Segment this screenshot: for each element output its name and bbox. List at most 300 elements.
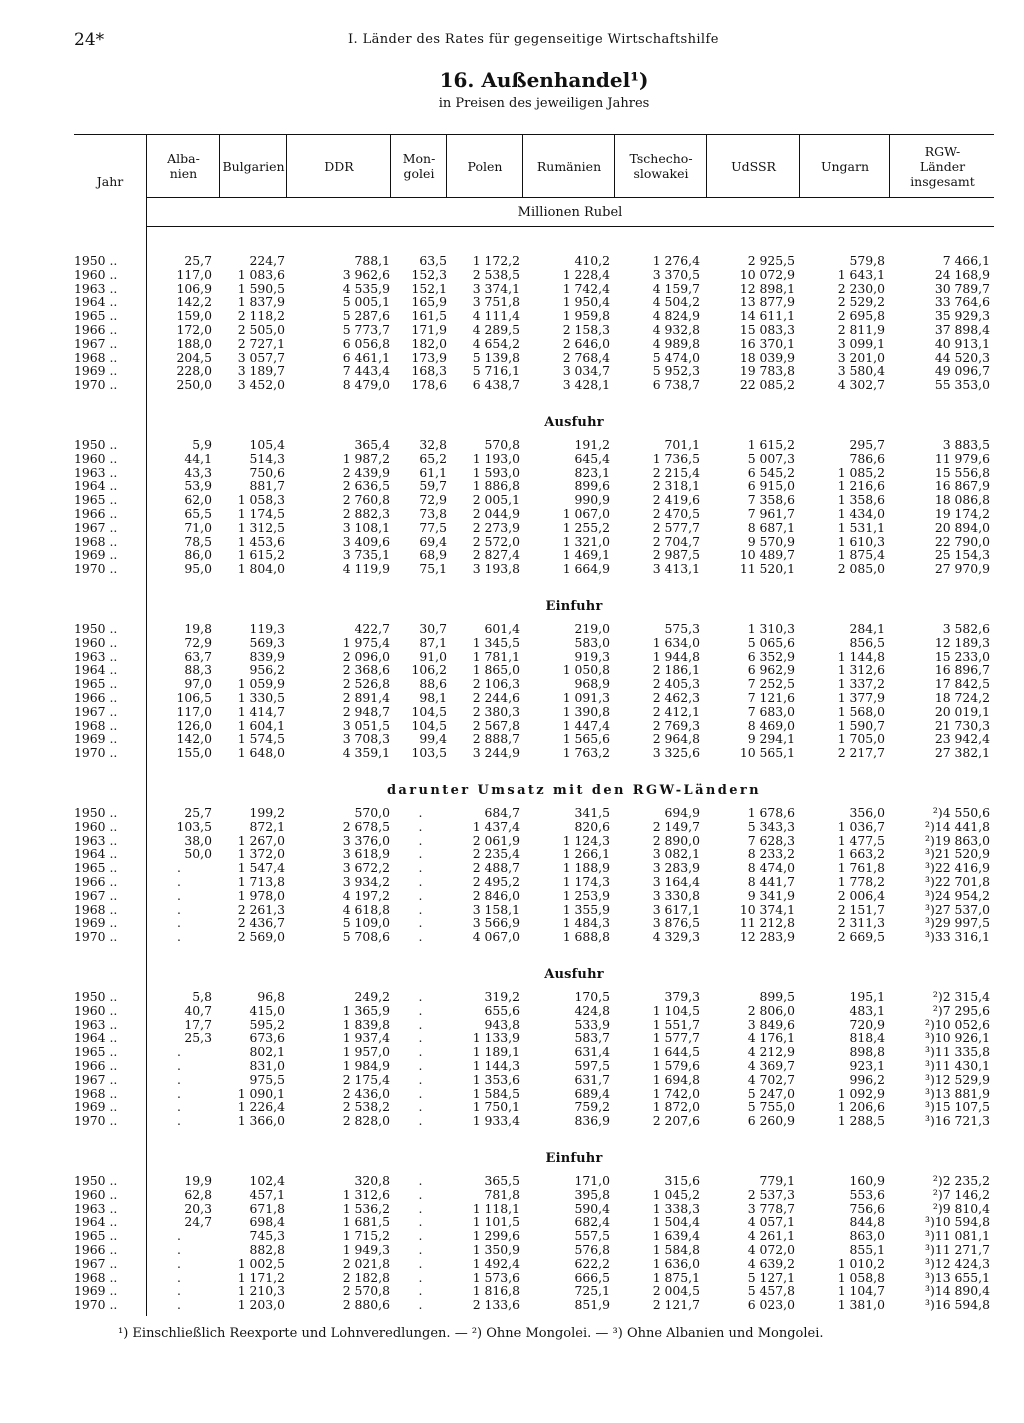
table-cell: 415,0 xyxy=(249,1002,285,1018)
table-cell: 1 678,6 xyxy=(747,805,795,820)
table-cell: 1 226,4 xyxy=(237,1099,285,1115)
table-cell: 24,7 xyxy=(184,1214,212,1230)
table-cell: 1 531,1 xyxy=(837,519,885,535)
table-cell: 750,6 xyxy=(249,464,285,480)
table-cell: 818,4 xyxy=(849,1030,885,1046)
table-cell: 1 266,1 xyxy=(562,846,610,862)
table-row xyxy=(74,548,994,562)
table-row xyxy=(74,1031,994,1045)
table-cell: 1 715,2 xyxy=(342,1228,390,1244)
row-year: 1963 .. xyxy=(74,1016,118,1032)
table-cell: 20 894,0 xyxy=(934,519,990,535)
table-row xyxy=(74,351,994,365)
table-cell: 839,9 xyxy=(249,648,285,664)
table-cell: 160,9 xyxy=(849,1173,885,1188)
table-cell: 1 091,3 xyxy=(562,689,610,705)
table-cell: 1 573,6 xyxy=(472,1269,520,1285)
table-cell: 956,2 xyxy=(249,662,285,678)
table-cell: ²)10 052,6 xyxy=(925,1016,990,1032)
table-cell: 50,0 xyxy=(184,846,212,862)
table-cell: 12 283,9 xyxy=(739,929,795,945)
table-cell: 1 584,5 xyxy=(472,1085,520,1101)
table-cell: . xyxy=(418,1283,423,1299)
table-cell: 1 694,8 xyxy=(652,1071,700,1087)
table-row xyxy=(74,438,994,452)
table-cell: 10 374,1 xyxy=(739,901,795,917)
row-year: 1950 .. xyxy=(74,437,118,452)
table-cell: 106,2 xyxy=(411,662,447,678)
table-cell: 3 708,3 xyxy=(342,731,390,747)
table-cell: 91,0 xyxy=(419,648,447,664)
table-cell: 159,0 xyxy=(176,308,212,324)
table-cell: 1 050,8 xyxy=(562,662,610,678)
table-cell: 1 875,1 xyxy=(652,1269,700,1285)
table-cell: 1 255,2 xyxy=(562,519,610,535)
table-cell: 1 321,0 xyxy=(562,533,610,549)
table-cell: 2 846,0 xyxy=(472,887,520,903)
table-cell: 3 051,5 xyxy=(342,717,390,733)
table-cell: 2 244,6 xyxy=(472,689,520,705)
table-cell: 975,5 xyxy=(249,1071,285,1087)
table-cell: 1 959,8 xyxy=(562,308,610,324)
table-cell: . xyxy=(177,1297,181,1313)
table-cell: 882,8 xyxy=(249,1241,285,1257)
table-row xyxy=(74,1018,994,1032)
table-cell: 3 413,1 xyxy=(652,561,700,577)
table-cell: 32,8 xyxy=(419,437,447,452)
table-cell: 1 865,0 xyxy=(472,662,520,678)
table-cell: 1 736,5 xyxy=(652,450,700,466)
table-cell: 18 039,9 xyxy=(739,349,795,365)
table-cell: 2 085,0 xyxy=(837,561,885,577)
table-cell: . xyxy=(418,1241,423,1257)
table-row xyxy=(74,622,994,636)
table-cell: 1 875,4 xyxy=(837,547,885,563)
table-cell: 172,0 xyxy=(176,321,212,337)
table-cell: 1 688,8 xyxy=(562,929,610,945)
table-cell: 228,0 xyxy=(176,363,212,379)
table-cell: 898,8 xyxy=(849,1044,885,1060)
column-header: Bulgarien xyxy=(219,135,287,197)
row-year: 1966 .. xyxy=(74,505,118,521)
table-cell: 2 261,3 xyxy=(237,901,285,917)
table-cell: 3 374,1 xyxy=(472,280,520,296)
table-cell: 759,2 xyxy=(574,1099,610,1115)
table-cell: 856,5 xyxy=(849,634,885,650)
table-cell: 72,9 xyxy=(184,634,212,650)
table-cell: 2 318,1 xyxy=(652,478,700,494)
table-cell: 5 139,8 xyxy=(472,349,520,365)
table-cell: 8 233,2 xyxy=(747,846,795,862)
table-cell: 1 577,7 xyxy=(652,1030,700,1046)
table-cell: 5,9 xyxy=(192,437,212,452)
table-cell: . xyxy=(177,1071,181,1087)
table-cell: . xyxy=(418,1016,423,1032)
table-cell: 2 462,3 xyxy=(652,689,700,705)
table-cell: 15 556,8 xyxy=(934,464,990,480)
row-year: 1969 .. xyxy=(74,1099,118,1115)
row-year: 1970 .. xyxy=(74,929,118,945)
table-cell: . xyxy=(418,901,423,917)
row-year: 1966 .. xyxy=(74,689,118,705)
table-cell: 1 950,4 xyxy=(562,294,610,310)
table-cell: . xyxy=(418,1113,423,1129)
table-cell: 3 409,6 xyxy=(342,533,390,549)
table-cell: 65,2 xyxy=(419,450,447,466)
table-cell: 38,0 xyxy=(184,832,212,848)
table-cell: 923,1 xyxy=(849,1057,885,1073)
row-year: 1970 .. xyxy=(74,1113,118,1129)
table-cell: 1 206,6 xyxy=(837,1099,885,1115)
row-year: 1950 .. xyxy=(74,621,118,636)
table-cell: 1 643,1 xyxy=(837,266,885,282)
table-cell: 831,0 xyxy=(249,1057,285,1073)
row-year: 1970 .. xyxy=(74,377,118,393)
table-cell: 7 358,6 xyxy=(747,492,795,508)
table-cell: 33 764,6 xyxy=(934,294,990,310)
table-cell: 250,0 xyxy=(176,377,212,393)
table-cell: 1 172,2 xyxy=(472,253,520,268)
row-year: 1965 .. xyxy=(74,676,118,692)
table-cell: . xyxy=(418,1071,423,1087)
table-cell: 4 119,9 xyxy=(342,561,390,577)
table-cell: 78,5 xyxy=(184,533,212,549)
table-cell: 2 505,0 xyxy=(237,321,285,337)
table-cell: 2 158,3 xyxy=(562,321,610,337)
table-cell: 1 337,2 xyxy=(837,676,885,692)
table-cell: 1 477,5 xyxy=(837,832,885,848)
table-cell: 4 932,8 xyxy=(652,321,700,337)
table-cell: . xyxy=(177,1113,181,1129)
table-cell: 19 174,2 xyxy=(934,505,990,521)
table-cell: 7 961,7 xyxy=(747,505,795,521)
table-cell: 655,6 xyxy=(484,1002,520,1018)
table-cell: 1 778,2 xyxy=(837,873,885,889)
table-cell: 73,8 xyxy=(419,505,447,521)
table-cell: 4 302,7 xyxy=(837,377,885,393)
table-cell: 682,4 xyxy=(574,1214,610,1230)
table-cell: 53,9 xyxy=(184,478,212,494)
table-cell: 899,5 xyxy=(759,989,795,1004)
table-cell: 97,0 xyxy=(184,676,212,692)
table-cell: 104,5 xyxy=(411,717,447,733)
row-year: 1970 .. xyxy=(74,561,118,577)
table-row xyxy=(74,1073,994,1087)
table-cell: 62,0 xyxy=(184,492,212,508)
table-cell: 1 133,9 xyxy=(472,1030,520,1046)
table-cell: . xyxy=(177,887,181,903)
table-cell: ³)22 701,8 xyxy=(925,873,990,889)
row-year: 1963 .. xyxy=(74,1200,118,1216)
table-cell: 2 217,7 xyxy=(837,745,885,761)
table-cell: 2 175,4 xyxy=(342,1071,390,1087)
table-cell: 3 158,1 xyxy=(472,901,520,917)
row-year: 1967 .. xyxy=(74,519,118,535)
table-cell: 601,4 xyxy=(484,621,520,636)
table-cell: 1 816,8 xyxy=(472,1283,520,1299)
table-cell: 40 913,1 xyxy=(934,335,990,351)
table-cell: 2 044,9 xyxy=(472,505,520,521)
table-cell: 27 970,9 xyxy=(934,561,990,577)
table-cell: 10 072,9 xyxy=(739,266,795,282)
row-year: 1968 .. xyxy=(74,349,118,365)
table-cell: 1 188,9 xyxy=(562,860,610,876)
table-cell: . xyxy=(418,887,423,903)
table-cell: 1 288,5 xyxy=(837,1113,885,1129)
table-cell: 990,9 xyxy=(574,492,610,508)
table-cell: . xyxy=(418,1044,423,1060)
table-cell: 786,6 xyxy=(849,450,885,466)
table-cell: 24 168,9 xyxy=(934,266,990,282)
table-cell: 30 789,7 xyxy=(934,280,990,296)
table-cell: 44 520,3 xyxy=(934,349,990,365)
table-row xyxy=(74,1188,994,1202)
table-cell: 1 644,5 xyxy=(652,1044,700,1060)
table-row xyxy=(74,1045,994,1059)
table-cell: 1 118,1 xyxy=(472,1200,520,1216)
row-year: 1950 .. xyxy=(74,989,118,1004)
table-cell: 1 492,4 xyxy=(472,1255,520,1271)
table-row xyxy=(74,1100,994,1114)
table-cell: 88,3 xyxy=(184,662,212,678)
table-cell: . xyxy=(418,805,423,820)
table-cell: 1 338,3 xyxy=(652,1200,700,1216)
table-cell: 71,0 xyxy=(184,519,212,535)
table-row xyxy=(74,1284,994,1298)
table-cell: 10 565,1 xyxy=(739,745,795,761)
row-year: 1965 .. xyxy=(74,860,118,876)
table-cell: ³)22 416,9 xyxy=(925,860,990,876)
table-cell: 4 359,1 xyxy=(342,745,390,761)
row-year: 1964 .. xyxy=(74,478,118,494)
table-cell: 3 201,0 xyxy=(837,349,885,365)
table-cell: 2 118,2 xyxy=(237,308,285,324)
table-cell: 155,0 xyxy=(176,745,212,761)
table-cell: 295,7 xyxy=(849,437,885,452)
table-cell: 2 470,5 xyxy=(652,505,700,521)
row-year: 1964 .. xyxy=(74,662,118,678)
table-cell: 161,5 xyxy=(411,308,447,324)
table-cell: 37 898,4 xyxy=(934,321,990,337)
table-cell: 1 574,5 xyxy=(237,731,285,747)
table-cell: ²)2 235,2 xyxy=(932,1173,990,1188)
row-year: 1964 .. xyxy=(74,1214,118,1230)
table-cell: 126,0 xyxy=(176,717,212,733)
table-cell: 3 325,6 xyxy=(652,745,700,761)
table-cell: 2 439,9 xyxy=(342,464,390,480)
table-cell: 22 790,0 xyxy=(934,533,990,549)
table-cell: 899,6 xyxy=(574,478,610,494)
table-cell: 1 610,3 xyxy=(837,533,885,549)
table-cell: 171,9 xyxy=(411,321,447,337)
table-cell: 1 551,7 xyxy=(652,1016,700,1032)
row-year: 1968 .. xyxy=(74,1085,118,1101)
table-cell: 117,0 xyxy=(176,703,212,719)
table-cell: 25,7 xyxy=(184,805,212,820)
table-cell: 1 090,1 xyxy=(237,1085,285,1101)
table-cell: 4 289,5 xyxy=(472,321,520,337)
section-title: Einfuhr xyxy=(545,599,603,614)
table-cell: . xyxy=(177,1255,181,1271)
table-cell: 4 702,7 xyxy=(747,1071,795,1087)
table-cell: 44,1 xyxy=(184,450,212,466)
table-cell: 2 121,7 xyxy=(652,1297,700,1313)
table-cell: 1 837,9 xyxy=(237,294,285,310)
table-cell: 168,3 xyxy=(411,363,447,379)
table-cell: 1 781,1 xyxy=(472,648,520,664)
table-cell: 1 584,8 xyxy=(652,1241,700,1257)
table-row xyxy=(74,889,994,903)
table-cell: 1 058,8 xyxy=(837,1269,885,1285)
table-section xyxy=(74,410,994,576)
table-cell: 1 358,6 xyxy=(837,492,885,508)
table-row xyxy=(74,1271,994,1285)
table-row xyxy=(74,309,994,323)
table-cell: ²)14 441,8 xyxy=(925,818,990,834)
table-cell: 2 133,6 xyxy=(472,1297,520,1313)
table-cell: 75,1 xyxy=(419,561,447,577)
table-cell: ²)19 863,0 xyxy=(925,832,990,848)
table-cell: 7 628,3 xyxy=(747,832,795,848)
table-cell: 3 108,1 xyxy=(342,519,390,535)
row-year: 1964 .. xyxy=(74,1030,118,1046)
table-cell: 315,6 xyxy=(664,1173,700,1188)
row-year: 1963 .. xyxy=(74,832,118,848)
table-row xyxy=(74,521,994,535)
table-cell: 5 005,1 xyxy=(342,294,390,310)
table-cell: ³)13 881,9 xyxy=(925,1085,990,1101)
table-cell: ³)11 335,8 xyxy=(925,1044,990,1060)
table-cell: 1 228,4 xyxy=(562,266,610,282)
table-cell: 1 203,0 xyxy=(237,1297,285,1313)
table-row xyxy=(74,719,994,733)
table-cell: 5 343,3 xyxy=(747,818,795,834)
table-cell: . xyxy=(418,1002,423,1018)
table-cell: 3 618,9 xyxy=(342,846,390,862)
table-cell: 395,8 xyxy=(574,1186,610,1202)
row-year: 1963 .. xyxy=(74,280,118,296)
table-cell: 6 962,9 xyxy=(747,662,795,678)
table-cell: 1 434,0 xyxy=(837,505,885,521)
table-cell: 2 769,3 xyxy=(652,717,700,733)
table-cell: 1 957,0 xyxy=(342,1044,390,1060)
table-cell: 583,7 xyxy=(574,1030,610,1046)
table-cell: 1 804,0 xyxy=(237,561,285,577)
table-cell: 103,5 xyxy=(176,818,212,834)
table-cell: 756,6 xyxy=(849,1200,885,1216)
table-cell: 4 639,2 xyxy=(747,1255,795,1271)
table-cell: 106,5 xyxy=(176,689,212,705)
table-cell: 1 312,6 xyxy=(342,1186,390,1202)
table-cell: 570,0 xyxy=(354,805,390,820)
table-cell: 745,3 xyxy=(249,1228,285,1244)
row-year: 1960 .. xyxy=(74,634,118,650)
row-year: 1965 .. xyxy=(74,1228,118,1244)
table-cell: 119,3 xyxy=(249,621,285,636)
table-cell: 102,4 xyxy=(249,1173,285,1188)
column-header: Rumänien xyxy=(522,135,615,197)
table-cell: . xyxy=(177,1241,181,1257)
table-cell: 1 886,8 xyxy=(472,478,520,494)
table-cell: 6 438,7 xyxy=(472,377,520,393)
table-cell: 836,9 xyxy=(574,1113,610,1129)
table-cell: 7 252,5 xyxy=(747,676,795,692)
table-cell: ³)16 721,3 xyxy=(925,1113,990,1129)
table-cell: 1 104,5 xyxy=(652,1002,700,1018)
table-cell: . xyxy=(418,1186,423,1202)
table-cell: ²)7 146,2 xyxy=(932,1186,990,1202)
row-year: 1968 .. xyxy=(74,1269,118,1285)
table-cell: ²)2 315,4 xyxy=(932,989,990,1004)
row-year: 1969 .. xyxy=(74,1283,118,1299)
table-cell: 2 488,7 xyxy=(472,860,520,876)
table-cell: 1 761,8 xyxy=(837,860,885,876)
table-cell: ²)9 810,4 xyxy=(932,1200,990,1216)
table-cell: 595,2 xyxy=(249,1016,285,1032)
table-cell: 6 352,9 xyxy=(747,648,795,664)
table-section xyxy=(74,778,994,944)
table-cell: 823,1 xyxy=(574,464,610,480)
table-cell: 8 441,7 xyxy=(747,873,795,889)
table-cell: . xyxy=(418,1269,423,1285)
table-cell: 5 708,6 xyxy=(342,929,390,945)
table-cell: 142,0 xyxy=(176,731,212,747)
table-cell: 694,9 xyxy=(664,805,700,820)
table-row xyxy=(74,1298,994,1312)
table-row xyxy=(74,903,994,917)
row-year: 1969 .. xyxy=(74,547,118,563)
table-cell: 1 664,9 xyxy=(562,561,610,577)
table-cell: 6 738,7 xyxy=(652,377,700,393)
table-cell: 2 235,4 xyxy=(472,846,520,862)
table-cell: 4 111,4 xyxy=(472,308,520,324)
table-title: 16. Außenhandel¹) xyxy=(439,68,649,92)
table-row xyxy=(74,507,994,521)
page-number: 24* xyxy=(74,30,105,50)
table-cell: 5 127,1 xyxy=(747,1269,795,1285)
table-cell: ³)10 594,8 xyxy=(925,1214,990,1230)
table-cell: 152,3 xyxy=(411,266,447,282)
table-cell: 3 566,9 xyxy=(472,915,520,931)
table-cell: 1 144,8 xyxy=(837,648,885,664)
table-cell: 17,7 xyxy=(184,1016,212,1032)
table-cell: ³)13 655,1 xyxy=(925,1269,990,1285)
table-cell: 1 547,4 xyxy=(237,860,285,876)
table-cell: 25 154,3 xyxy=(934,547,990,563)
table-cell: 2 006,4 xyxy=(837,887,885,903)
table-cell: 3 672,2 xyxy=(342,860,390,876)
table-cell: 3 376,0 xyxy=(342,832,390,848)
table-row xyxy=(74,990,994,1004)
table-row xyxy=(74,663,994,677)
table-row xyxy=(74,1087,994,1101)
table-cell: 1 390,8 xyxy=(562,703,610,719)
table-cell: 3 751,8 xyxy=(472,294,520,310)
table-row xyxy=(74,732,994,746)
table-row xyxy=(74,1243,994,1257)
row-year: 1967 .. xyxy=(74,335,118,351)
table-row xyxy=(74,378,994,392)
table-section xyxy=(74,962,994,1128)
table-cell: . xyxy=(177,1283,181,1299)
table-cell: 379,3 xyxy=(664,989,700,1004)
table-cell: 18 086,8 xyxy=(934,492,990,508)
table-cell: . xyxy=(177,1057,181,1073)
table-cell: 2 636,5 xyxy=(342,478,390,494)
table-cell: 1 365,9 xyxy=(342,1002,390,1018)
table-cell: 6 545,2 xyxy=(747,464,795,480)
table-row xyxy=(74,820,994,834)
